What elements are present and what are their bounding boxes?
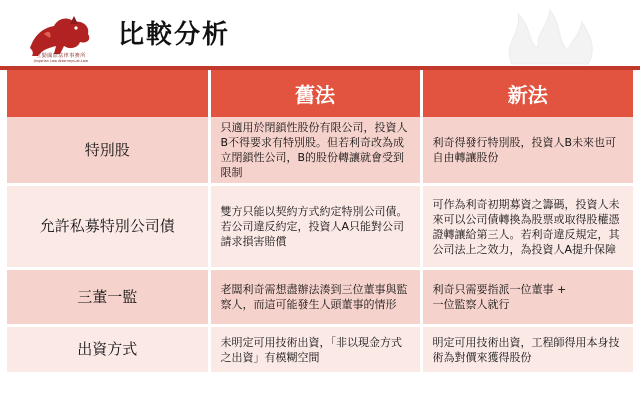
header-cell-old-law: 舊法 — [209, 70, 421, 117]
table-row — [7, 117, 633, 185]
firm-name-en: Jingshan Law Attorneys-at-Law — [34, 59, 88, 63]
row-label: 特別股 — [7, 117, 209, 185]
table-header-row — [7, 70, 633, 117]
new-law-cell: 利奇得發行特別股，投資人B未來也可自由轉讓股份 — [421, 117, 633, 185]
old-law-cell: 雙方只能以契約方式約定特別公司債。若公司違反約定，投資人A只能對公司請求損害賠償 — [209, 185, 421, 269]
flame-watermark-icon — [492, 4, 612, 66]
new-law-cell: 明定可用技術出資，工程師得用本身技術為對價來獲得股份 — [421, 326, 633, 374]
row-label: 允許私募特別公司債 — [7, 185, 209, 269]
header — [0, 0, 640, 66]
comparison-table — [7, 70, 633, 375]
header-cell-new-law: 新法 — [421, 70, 633, 117]
new-law-cell: 可作為利奇初期募資之籌碼，投資人未來可以公司債轉換為股票或取得股權憑證轉讓給第三人。若利奇違反規定，其公司法上之效力，為投資人A提升保障 — [421, 185, 633, 269]
old-law-cell: 老闆利奇需想盡辦法湊到三位董事與監察人，而這可能發生人頭董事的情形 — [209, 269, 421, 326]
row-label: 出資方式 — [7, 326, 209, 374]
row-label: 三董一監 — [7, 269, 209, 326]
table-row — [7, 326, 633, 374]
new-law-cell: 利奇只需要指派一位董事 + 一位監察人就行 — [421, 269, 633, 326]
old-law-cell: 未明定可用技術出資，「非以現金方式之出資」有模糊空間 — [209, 326, 421, 374]
table-row — [7, 185, 633, 269]
old-law-cell: 只適用於閉鎖性股份有限公司，投資人B不得要求有特別股。但若利奇改為成立閉鎖性公司，B的股份轉讓就會受到限制 — [209, 117, 421, 185]
firm-name: 立勤國際法律事務所 — [36, 53, 86, 59]
page-title: 比較分析 — [118, 20, 231, 50]
table-row — [7, 269, 633, 326]
header-cell-empty — [7, 70, 209, 117]
